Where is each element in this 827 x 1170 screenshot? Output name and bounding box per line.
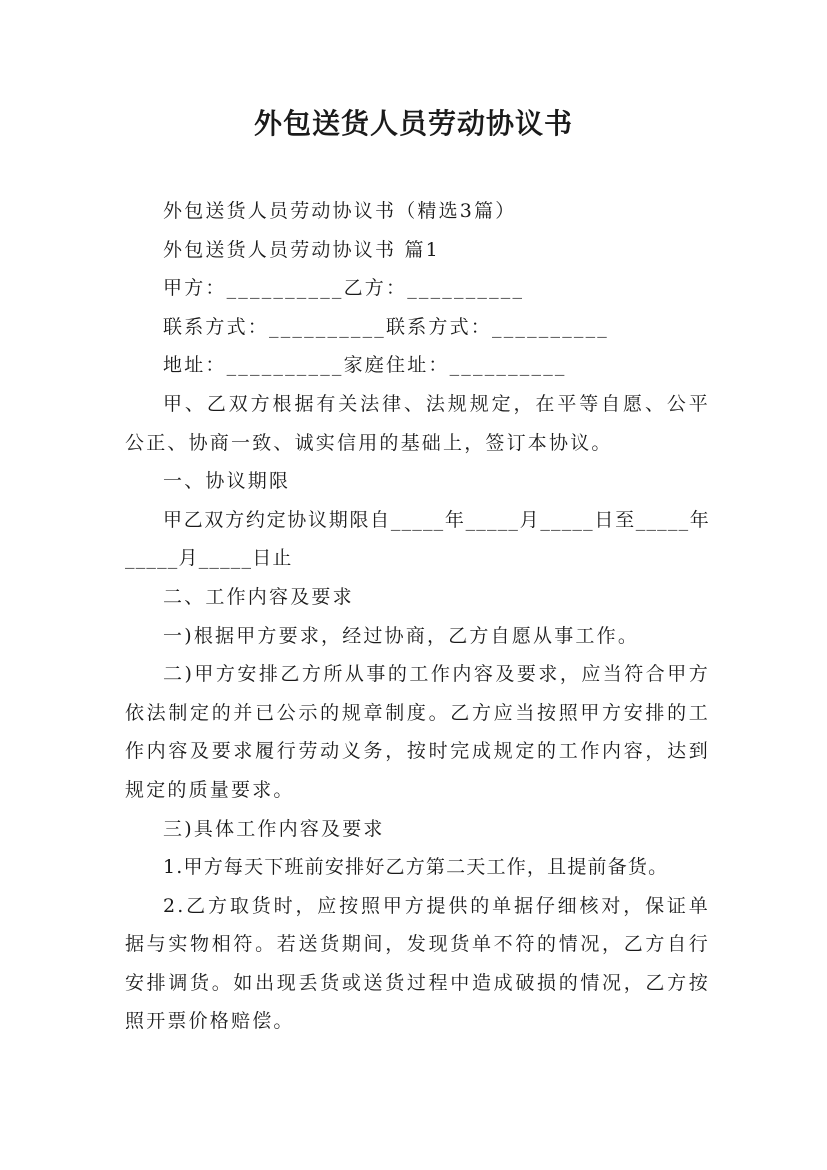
paragraph-preamble: 甲、乙双方根据有关法律、法规规定，在平等自愿、公平公正、协商一致、诚实信用的基础上，签订本协议。 [125, 392, 710, 454]
paragraph-subtitle: 外包送货人员劳动协议书（精选3篇） [163, 200, 517, 222]
paragraph-addresses: 地址：__________家庭住址：__________ [163, 354, 567, 377]
paragraph-item-2: 2.乙方取货时，应按照甲方提供的单据仔细核对，保证单据与实物相符。若送货期间，发现货单不符的情况，乙方自行安排调货。如出现丢货或送货过程中造成破损的情况，乙方按照开票价格赔偿。 [125, 894, 710, 1033]
paragraph-parties: 甲方：__________乙方：__________ [163, 277, 525, 300]
document-body [125, 192, 710, 1041]
paragraph-contacts: 联系方式：__________联系方式：__________ [163, 315, 610, 338]
paragraph-term: 甲乙双方约定协议期限自_____年_____月_____日至_____年_____月_____日止 [125, 508, 710, 570]
paragraph-heading-term: 一、协议期限 [163, 470, 291, 493]
paragraph-section-heading: 外包送货人员劳动协议书 篇1 [163, 238, 440, 261]
document-title: 外包送货人员劳动协议书 [253, 107, 573, 140]
paragraph-work-1: 一)根据甲方要求，经过协商，乙方自愿从事工作。 [163, 624, 640, 647]
paragraph-heading-work: 二、工作内容及要求 [163, 585, 354, 608]
paragraph-work-3: 三)具体工作内容及要求 [163, 817, 385, 840]
paragraph-work-2: 二)甲方安排乙方所从事的工作内容及要求，应当符合甲方依法制定的并已公示的规章制度。乙方应当按照甲方安排的工作内容及要求履行劳动义务，按时完成规定的工作内容，达到规定的质量要求。 [125, 663, 710, 801]
paragraph-item-1: 1.甲方每天下班前安排好乙方第二天工作，且提前备货。 [163, 856, 669, 879]
